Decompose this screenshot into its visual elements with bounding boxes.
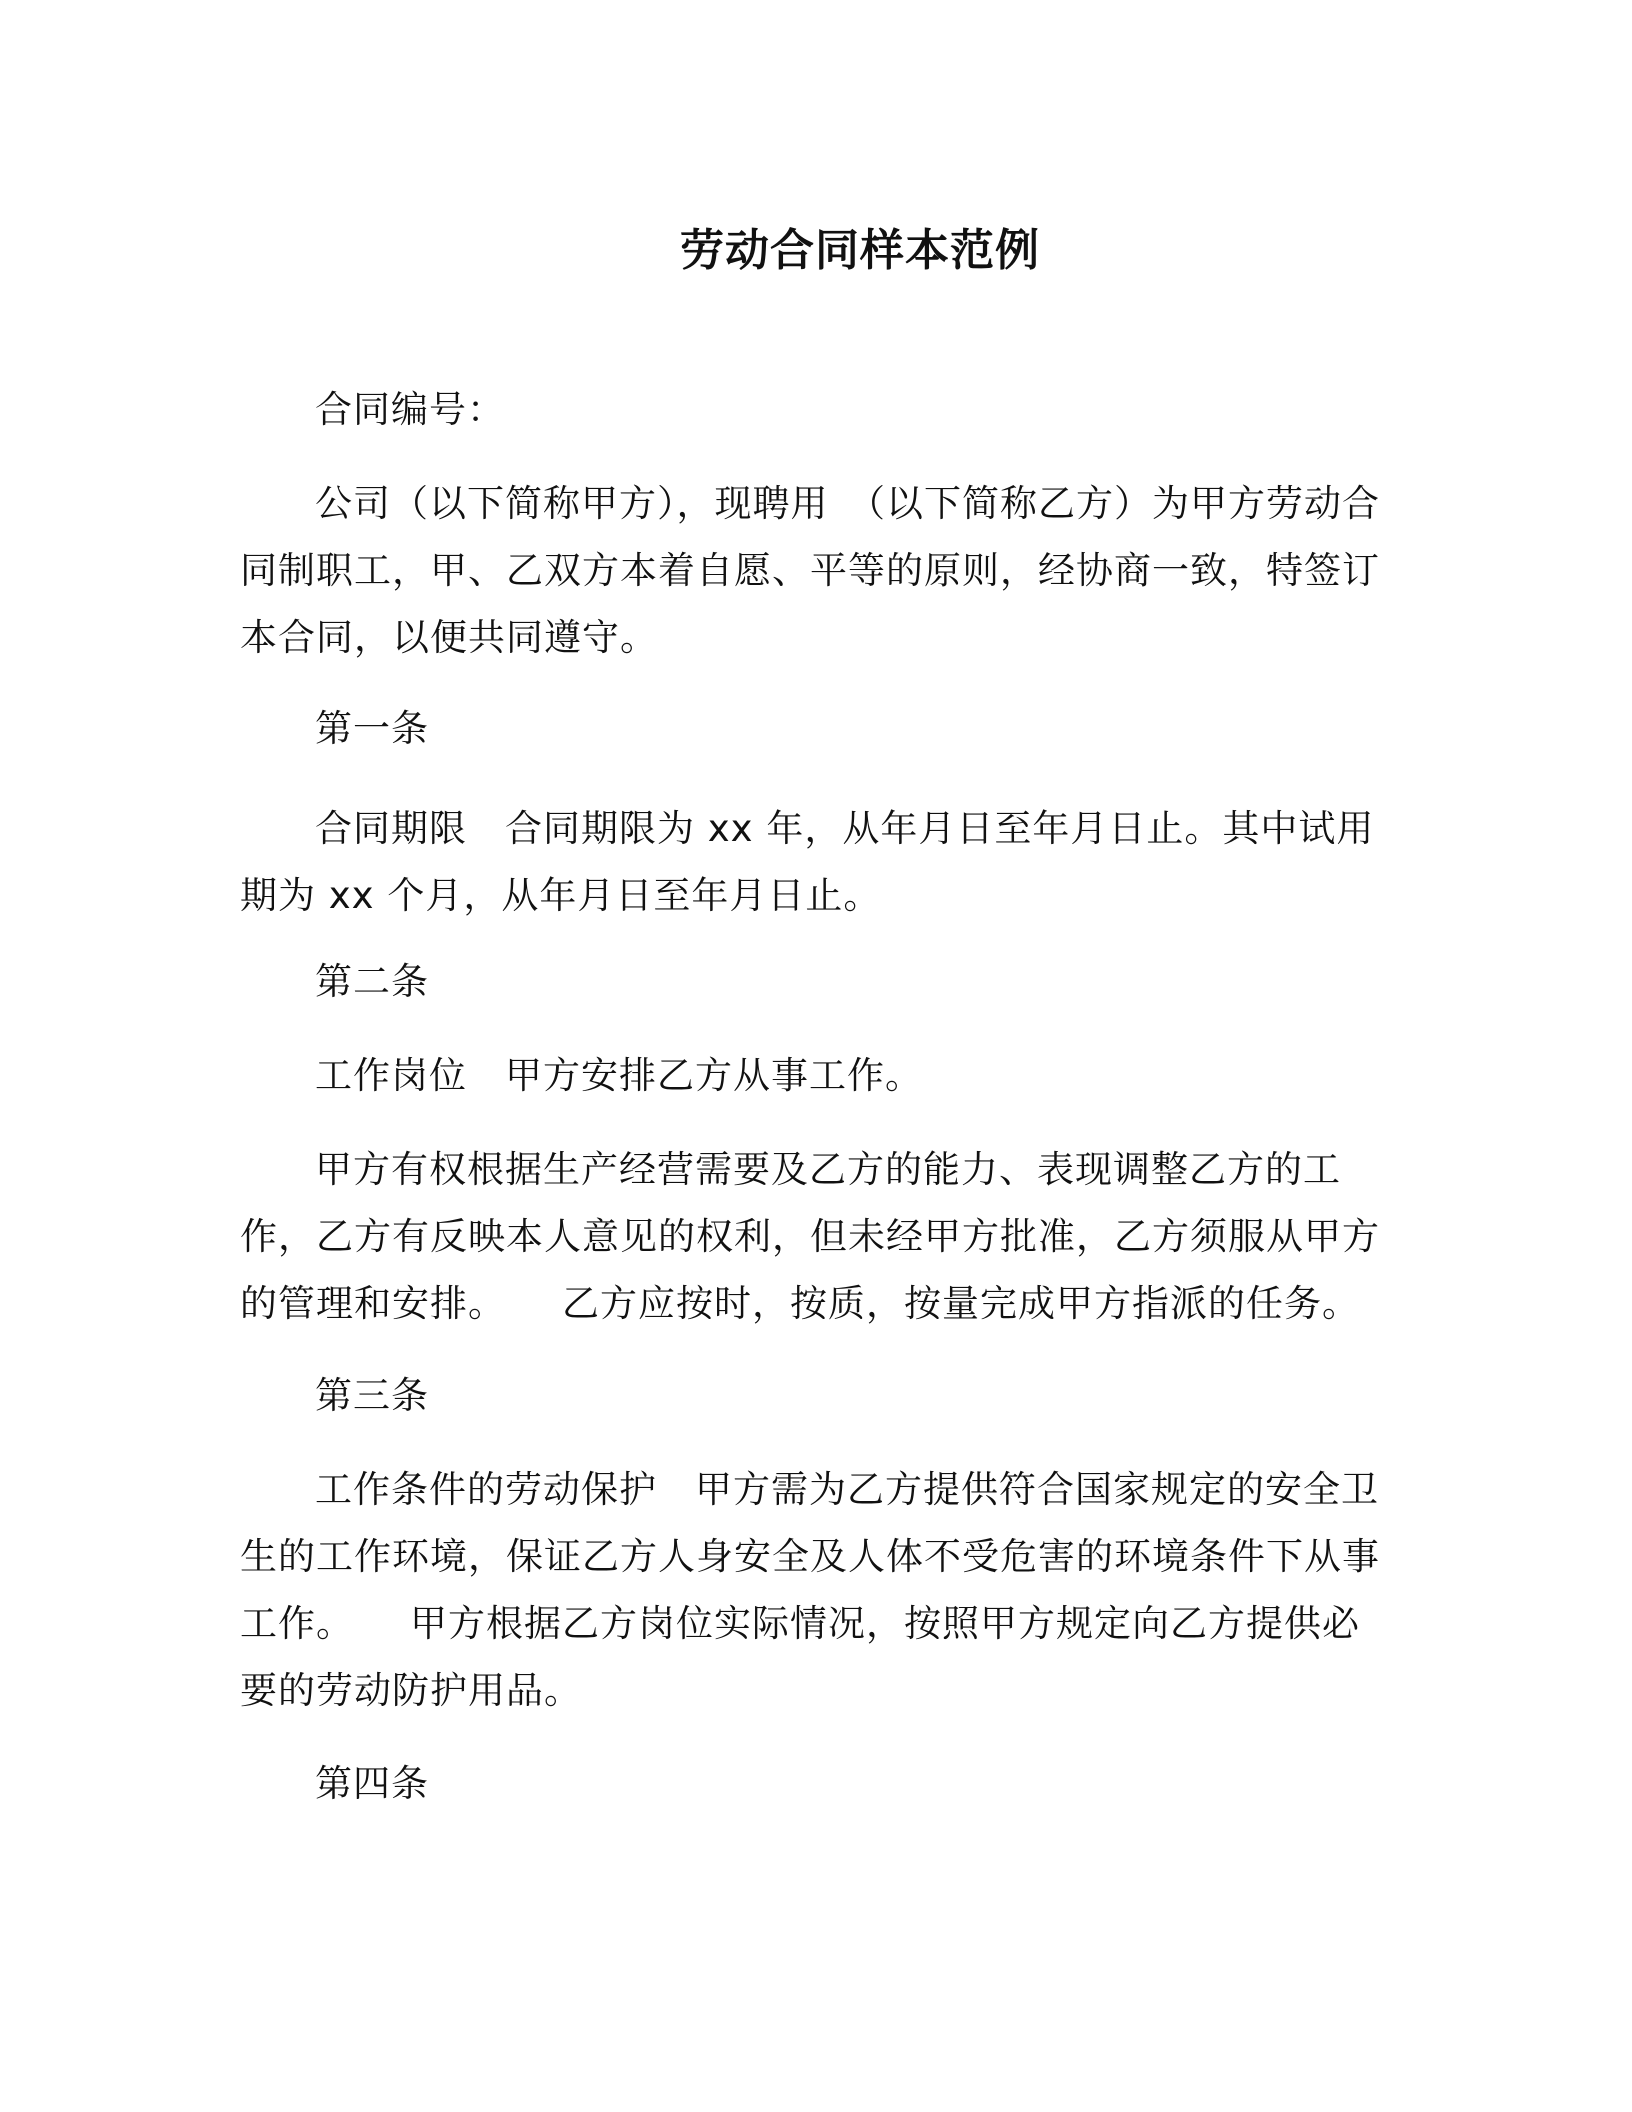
- article-2-heading: 第二条: [315, 960, 429, 1003]
- article-2-paragraph: [240, 1042, 1380, 1109]
- article-3-label: 工作条件的劳动保护: [315, 1468, 657, 1511]
- article-2-paragraph-2: [240, 1136, 1380, 1337]
- article-2-para2-b: 乙方应按时，按质，按量完成甲方指派的任务。: [562, 1282, 1360, 1325]
- article-1-paragraph: [240, 795, 1380, 929]
- article-3-text-a: 甲方需为乙方提供符合国家规定的安全卫生的工作环境，保证乙方人身安全及人体不受危害的环境条件下从事工作。: [240, 1468, 1380, 1645]
- article-1-label: 合同期限: [315, 807, 467, 850]
- intro-paragraph: 公司（以下简称甲方），现聘用 （以下简称乙方）为甲方劳动合同制职工，甲、乙双方本着自愿、平等的原则，经协商一致，特签订本合同，以便共同遵守。: [240, 482, 1380, 659]
- article-1-text: 合同期限为 xx 年，从年月日至年月日止。其中试用期为 xx 个月，从年月日至年月日止。: [240, 807, 1375, 917]
- article-3-paragraph: [240, 1456, 1380, 1724]
- article-2-label: 工作岗位: [315, 1054, 467, 1097]
- article-2-text: 甲方安排乙方从事工作。: [505, 1054, 923, 1097]
- article-3-heading: 第三条: [315, 1374, 429, 1417]
- article-3-text-b: 甲方根据乙方岗位实际情况，按照甲方规定向乙方提供必要的劳动防护用品。: [240, 1602, 1360, 1712]
- document-title: 劳动合同样本范例: [680, 225, 1040, 276]
- article-1-heading: 第一条: [315, 707, 429, 750]
- article-4-heading: 第四条: [315, 1762, 429, 1805]
- article-2-para2-a: 甲方有权根据生产经营需要及乙方的能力、表现调整乙方的工作，乙方有反映本人意见的权利，但未经甲方批准，乙方须服从甲方的管理和安排。: [240, 1148, 1380, 1325]
- contract-number-label: 合同编号：: [315, 388, 505, 431]
